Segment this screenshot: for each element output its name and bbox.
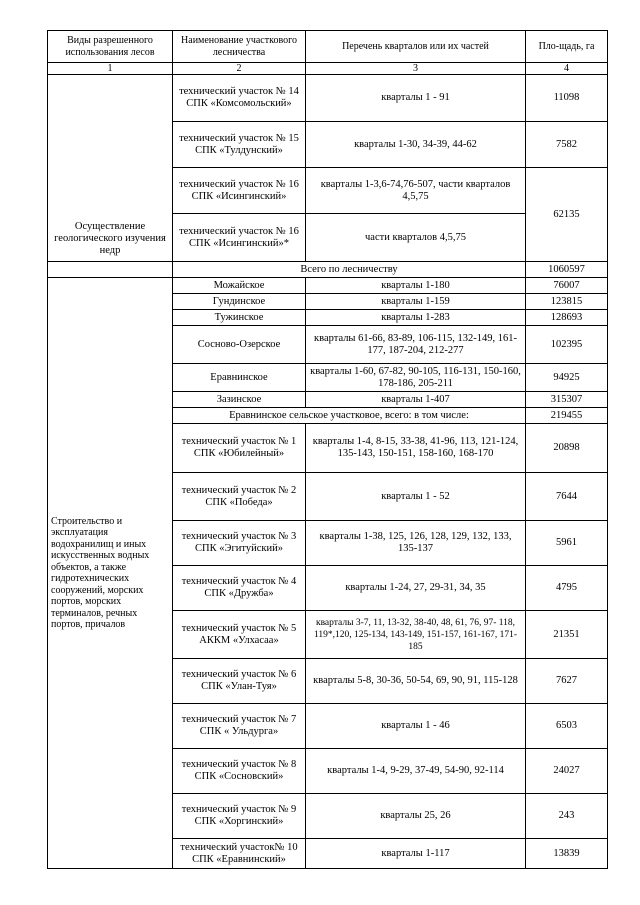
column-numbers-row <box>48 63 608 75</box>
header-forestry: Наименование участкового лесничества <box>173 31 306 63</box>
forestry-name: технический участок № 2 СПК «Победа» <box>173 473 306 521</box>
col-number: 3 <box>306 63 526 75</box>
table-row <box>48 75 608 122</box>
subtotal-area: 219455 <box>526 408 608 424</box>
area-value: 7582 <box>526 122 608 168</box>
forestry-name: технический участок№ 10 СПК «Еравнинский» <box>173 839 306 869</box>
quarters-list: кварталы 1-60, 67-82, 90-105, 116-131, 150-160, 178-186, 205-211 <box>306 364 526 392</box>
quarters-list: кварталы 1-3,6-74,76-507, части кварталов 4,5,75 <box>306 168 526 214</box>
area-value: 7644 <box>526 473 608 521</box>
header-usage: Виды разрешенного использования лесов <box>48 31 173 63</box>
forestry-name: технический участок № 6 СПК «Улан-Туя» <box>173 659 306 704</box>
quarters-list: кварталы 1-30, 34-39, 44-62 <box>306 122 526 168</box>
quarters-list: кварталы 5-8, 30-36, 50-54, 69, 90, 91, 115-128 <box>306 659 526 704</box>
quarters-list: кварталы 1-117 <box>306 839 526 869</box>
area-value: 13839 <box>526 839 608 869</box>
header-row <box>48 31 608 63</box>
area-value: 5961 <box>526 521 608 566</box>
quarters-list: кварталы 1-24, 27, 29-31, 34, 35 <box>306 566 526 611</box>
quarters-list: кварталы 61-66, 83-89, 106-115, 132-149, 161-177, 187-204, 212-277 <box>306 326 526 364</box>
col-number: 4 <box>526 63 608 75</box>
total-label: Всего по лесничеству <box>173 262 526 278</box>
quarters-list: кварталы 1-4, 9-29, 37-49, 54-90, 92-114 <box>306 749 526 794</box>
area-value: 94925 <box>526 364 608 392</box>
area-value: 102395 <box>526 326 608 364</box>
quarters-list: кварталы 25, 26 <box>306 794 526 839</box>
forestry-name: Зазинское <box>173 392 306 408</box>
quarters-list: кварталы 3-7, 11, 13-32, 38-40, 48, 61, 76, 97- 118, 119*,120, 125-134, 143-149, 151-157, 161-167, 171-185 <box>306 611 526 659</box>
forestry-name: технический участок № 14 СПК «Комсомольский» <box>173 75 306 122</box>
forestry-name: Тужинское <box>173 310 306 326</box>
header-quarters: Перечень кварталов или их частей <box>306 31 526 63</box>
quarters-list: кварталы 1 - 52 <box>306 473 526 521</box>
area-value: 62135 <box>526 168 608 262</box>
usage-construction: Строительство и эксплуатация водохранилищ и иных искусственных водных объектов, а также гидротехнических сооружений, морских портов, морских терминалов, речных портов, причалов <box>48 278 173 869</box>
usage-geology: Осуществление геологического изучения недр <box>48 75 173 262</box>
area-value: 11098 <box>526 75 608 122</box>
area-value: 243 <box>526 794 608 839</box>
quarters-list: кварталы 1-283 <box>306 310 526 326</box>
area-value: 24027 <box>526 749 608 794</box>
total-row <box>48 262 608 278</box>
area-value: 21351 <box>526 611 608 659</box>
area-value: 20898 <box>526 424 608 473</box>
total-area: 1060597 <box>526 262 608 278</box>
quarters-list: кварталы 1-38, 125, 126, 128, 129, 132, 133, 135-137 <box>306 521 526 566</box>
forestry-name: технический участок № 8 СПК «Сосновский» <box>173 749 306 794</box>
forestry-name: технический участок № 1 СПК «Юбилейный» <box>173 424 306 473</box>
forestry-name: технический участок № 15 СПК «Тулдунский» <box>173 122 306 168</box>
quarters-list: кварталы 1-407 <box>306 392 526 408</box>
subtotal-label: Еравнинское сельское участковое, всего: в том числе: <box>173 408 526 424</box>
quarters-list: кварталы 1-159 <box>306 294 526 310</box>
forestry-name: Можайское <box>173 278 306 294</box>
forestry-name: технический участок № 9 СПК «Хоргинский» <box>173 794 306 839</box>
forestry-name: технический участок № 16 СПК «Исингинский» <box>173 168 306 214</box>
header-area: Пло-щадь, га <box>526 31 608 63</box>
forest-use-table <box>47 30 608 869</box>
forestry-name: Гундинское <box>173 294 306 310</box>
area-value: 4795 <box>526 566 608 611</box>
forestry-name: технический участок № 4 СПК «Дружба» <box>173 566 306 611</box>
area-value: 128693 <box>526 310 608 326</box>
table-row <box>48 278 608 294</box>
quarters-list: кварталы 1-180 <box>306 278 526 294</box>
area-value: 315307 <box>526 392 608 408</box>
col-number: 1 <box>48 63 173 75</box>
forestry-name: технический участок № 5 АККМ «Улхасаа» <box>173 611 306 659</box>
forestry-name: технический участок № 16 СПК «Исингинский»* <box>173 214 306 262</box>
area-value: 123815 <box>526 294 608 310</box>
col-number: 2 <box>173 63 306 75</box>
quarters-list: части кварталов 4,5,75 <box>306 214 526 262</box>
quarters-list: кварталы 1 - 46 <box>306 704 526 749</box>
forestry-name: Еравнинское <box>173 364 306 392</box>
forestry-name: технический участок № 7 СПК « Ульдурга» <box>173 704 306 749</box>
area-value: 76007 <box>526 278 608 294</box>
forestry-name: технический участок № 3 СПК «Эгитуйский» <box>173 521 306 566</box>
area-value: 7627 <box>526 659 608 704</box>
quarters-list: кварталы 1-4, 8-15, 33-38, 41-96, 113, 121-124, 135-143, 150-151, 158-160, 168-170 <box>306 424 526 473</box>
forestry-name: Сосново-Озерское <box>173 326 306 364</box>
empty-cell <box>48 262 173 278</box>
area-value: 6503 <box>526 704 608 749</box>
quarters-list: кварталы 1 - 91 <box>306 75 526 122</box>
